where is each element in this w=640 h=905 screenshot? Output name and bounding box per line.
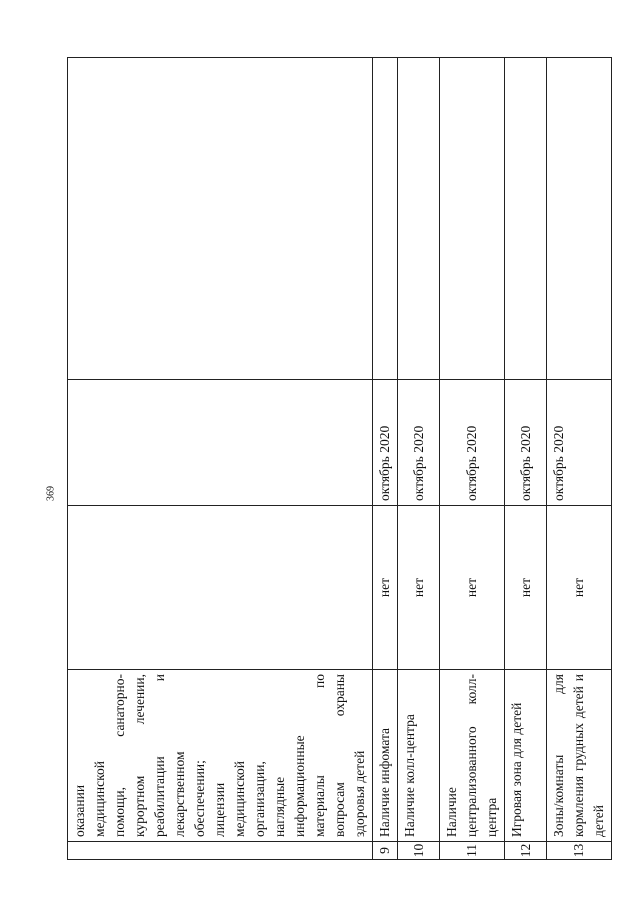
notes-cell [505, 58, 547, 380]
table-row [505, 58, 547, 860]
continuation-text-cell [68, 670, 373, 842]
notes-cell [398, 58, 440, 380]
row-number-cell: 12 [505, 842, 547, 860]
table-row [373, 58, 398, 860]
description-line: вопросам охраны [332, 674, 347, 837]
table-row [398, 58, 440, 860]
item-name-cell: Наличие колл-центра [398, 670, 440, 842]
row-number-cell: 13 [547, 842, 612, 860]
notes-cell [440, 58, 505, 380]
notes-cell [68, 58, 373, 380]
description-line: организации, [252, 761, 267, 837]
status-cell: нет [398, 506, 440, 670]
table-row [547, 58, 612, 860]
table-row [68, 58, 373, 860]
description-line: медицинской [232, 761, 247, 837]
description-line: материалы по [312, 674, 327, 837]
description-line: курортном лечении, [132, 674, 147, 837]
item-name-cell: Игровая зона для детей [505, 670, 547, 842]
row-number-cell: 11 [440, 842, 505, 860]
deadline-cell: октябрь 2020 [398, 380, 440, 506]
description-line: реабилитации и [152, 674, 167, 837]
report-table [67, 57, 612, 860]
description-line: наглядные [272, 776, 287, 837]
rotated-table-container [67, 58, 606, 860]
status-cell: нет [505, 506, 547, 670]
notes-cell [373, 58, 398, 380]
status-cell: нет [373, 506, 398, 670]
deadline-cell [68, 380, 373, 506]
deadline-cell: октябрь 2020 [440, 380, 505, 506]
page-number: 369 [45, 486, 57, 501]
description-line: информационные [292, 735, 307, 837]
status-cell: нет [547, 506, 612, 670]
description-line: медицинской [92, 761, 107, 837]
table-row [440, 58, 505, 860]
row-number-cell: 10 [398, 842, 440, 860]
description-line: здоровья детей [352, 750, 367, 837]
item-name-cell: Наличие инфомата [373, 670, 398, 842]
item-name-cell: Зоны/комнаты для кормления грудных детей и детей [547, 670, 612, 842]
item-name-cell: Наличие централизованного колл-центра [440, 670, 505, 842]
description-line: оказании [72, 784, 87, 837]
deadline-cell: октябрь 2020 [547, 380, 612, 506]
row-number-cell: 9 [373, 842, 398, 860]
row-number-cell [68, 842, 373, 860]
description-line: обеспечении; [192, 760, 207, 837]
description-line: помощи, санаторно- [112, 674, 127, 837]
notes-cell [547, 58, 612, 380]
status-cell [68, 506, 373, 670]
status-cell: нет [440, 506, 505, 670]
description-line: лицензии [212, 782, 227, 837]
description-line: лекарственном [172, 751, 187, 837]
deadline-cell: октябрь 2020 [373, 380, 398, 506]
deadline-cell: октябрь 2020 [505, 380, 547, 506]
